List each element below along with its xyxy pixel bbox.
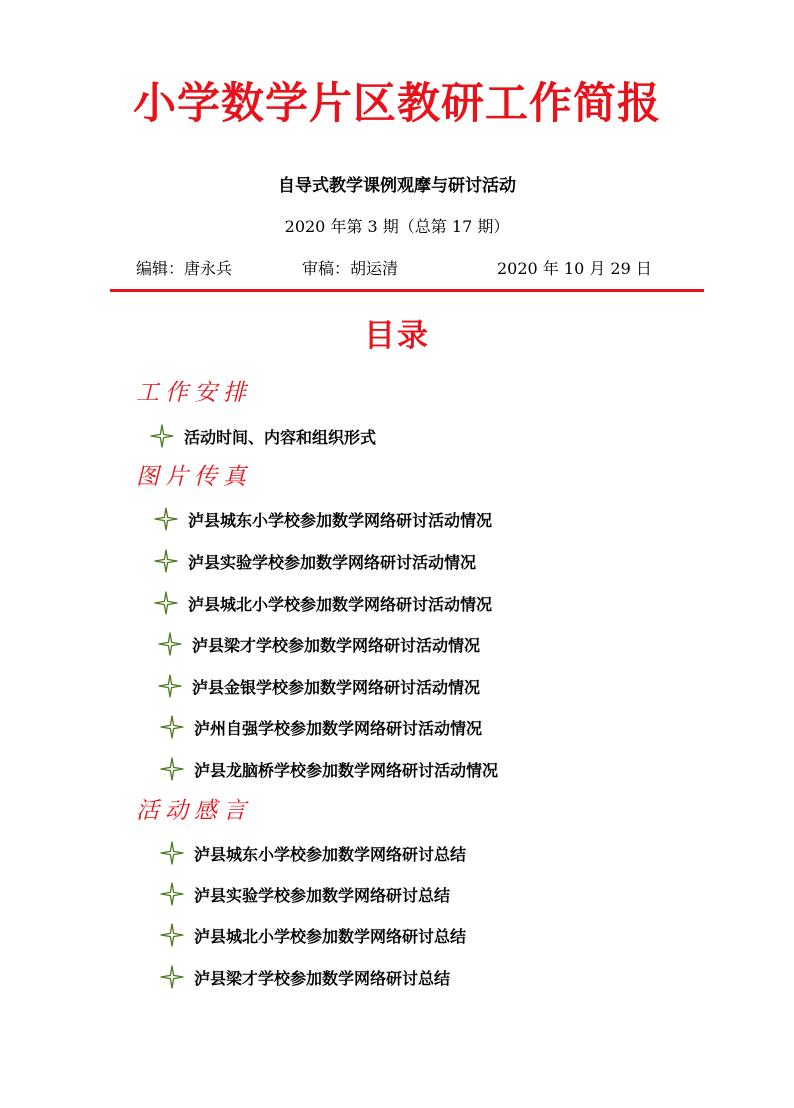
toc-item[interactable] <box>160 964 450 990</box>
toc-item[interactable] <box>154 590 492 616</box>
four-point-star-icon <box>158 674 182 698</box>
toc-item[interactable] <box>154 548 476 574</box>
four-point-star-icon <box>154 507 178 531</box>
toc-item-label: 泸县城东小学校参加数学网络研讨总结 <box>194 844 467 864</box>
four-point-star-icon <box>154 549 178 573</box>
toc-item[interactable] <box>154 506 492 532</box>
toc-item-label: 泸县实验学校参加数学网络研讨活动情况 <box>188 552 477 572</box>
toc-item-label: 泸县梁才学校参加数学网络研讨总结 <box>194 968 451 988</box>
toc-item-label: 泸州自强学校参加数学网络研讨活动情况 <box>194 718 483 738</box>
toc-item-label: 泸县城东小学校参加数学网络研讨活动情况 <box>188 510 493 530</box>
toc-item-label: 泸县梁才学校参加数学网络研讨活动情况 <box>192 635 481 655</box>
toc-item[interactable] <box>160 756 498 782</box>
toc-item[interactable] <box>160 922 466 948</box>
toc-item-label: 泸县金银学校参加数学网络研讨活动情况 <box>192 677 481 697</box>
toc-item-label: 泸县龙脑桥学校参加数学网络研讨活动情况 <box>194 760 499 780</box>
four-point-star-icon <box>160 757 184 781</box>
four-point-star-icon <box>160 841 184 865</box>
issue-date: 2020 年 10 月 29 日 <box>497 259 652 278</box>
toc-item[interactable] <box>158 673 480 699</box>
reviewer: 审稿：胡运清 <box>302 259 399 278</box>
four-point-star-icon <box>158 632 182 656</box>
toc-item-label: 泸县城北小学校参加数学网络研讨活动情况 <box>188 594 493 614</box>
section-heading-arrangement: 工作安排 <box>136 380 252 406</box>
issue-number: 2020 年第 3 期（总第 17 期） <box>284 217 510 236</box>
four-point-star-icon <box>154 591 178 615</box>
four-point-star-icon <box>160 965 184 989</box>
four-point-star-icon <box>160 882 184 906</box>
section-heading-photos: 图片传真 <box>136 464 252 490</box>
main-title: 小学数学片区教研工作简报 <box>133 79 661 129</box>
four-point-star-icon <box>160 715 184 739</box>
toc-item-label: 泸县实验学校参加数学网络研讨总结 <box>194 885 451 905</box>
toc-item[interactable] <box>160 840 466 866</box>
header-divider <box>110 289 704 292</box>
four-point-star-icon <box>160 923 184 947</box>
section-heading-reflections: 活动感言 <box>136 798 252 824</box>
toc-item[interactable] <box>160 714 482 740</box>
toc-item-label: 泸县城北小学校参加数学网络研讨总结 <box>194 926 467 946</box>
toc-item-label: 活动时间、内容和组织形式 <box>184 427 377 447</box>
editor: 编辑：唐永兵 <box>136 259 233 278</box>
toc-title: 目录 <box>364 318 430 354</box>
toc-item[interactable] <box>160 881 450 907</box>
four-point-star-icon <box>150 424 174 448</box>
toc-item[interactable] <box>150 423 376 449</box>
subtitle: 自导式教学课例观摩与研讨活动 <box>278 176 516 196</box>
toc-item[interactable] <box>158 631 480 657</box>
